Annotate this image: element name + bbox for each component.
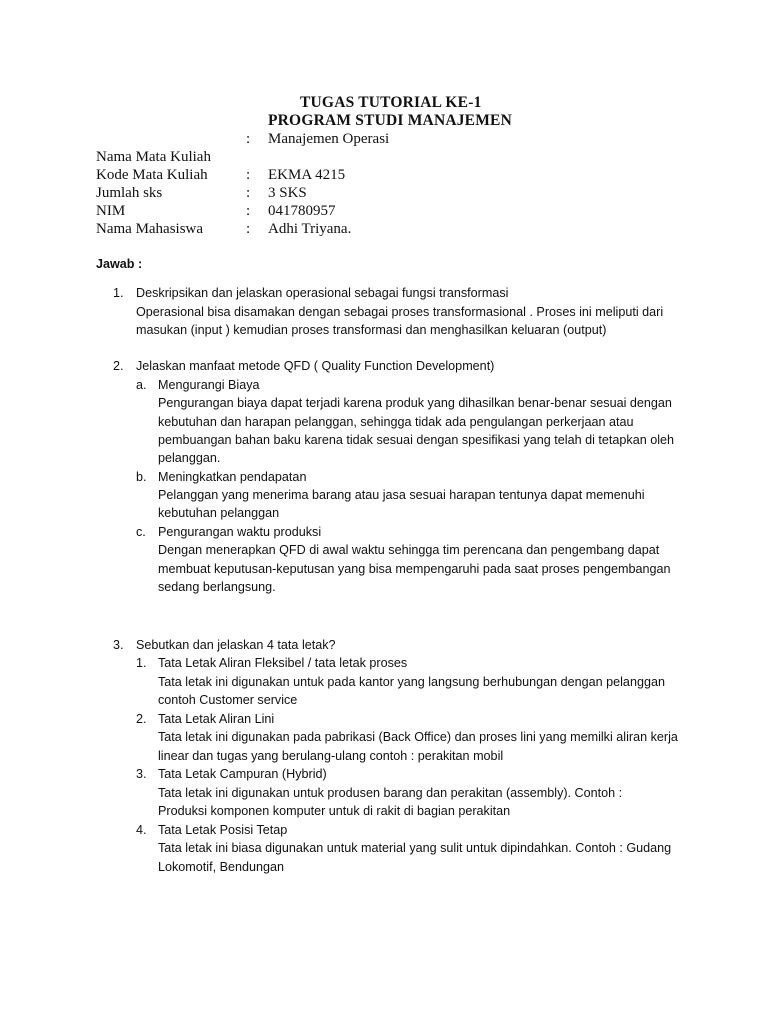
item-heading: Tata Letak Aliran Lini [158,712,275,726]
item-marker: a. [136,378,147,392]
info-label: NIM [96,203,126,219]
item-line: Tata letak ini digunakan untuk produsen barang dan perakitan (assembly). Contoh : [158,786,623,800]
info-separator: : [246,203,251,219]
info-label: Jumlah sks [96,185,163,201]
answer-heading: Jawab : [96,257,143,271]
info-value: Adhi Triyana. [268,221,352,237]
item-line: sedang berlangsung. [158,580,276,594]
item-line: linear dan tugas yang berulang-ulang contoh : perakitan mobil [158,749,504,763]
item-heading: Tata Letak Posisi Tetap [158,823,288,837]
item-line: Dengan menerapkan QFD di awal waktu sehingga tim perencana dan pengembang dapat [158,543,660,557]
info-separator: : [246,185,251,201]
info-value: 3 SKS [268,185,307,201]
item-line: Lokomotif, Bendungan [158,860,285,874]
info-label: Nama Mata Kuliah [96,149,211,165]
answer-line: masukan (input ) kemudian proses transformasi dan menghasilkan keluaran (output) [136,323,607,337]
item-marker: 2. [136,712,147,726]
item-heading: Tata Letak Campuran (Hybrid) [158,767,327,781]
info-label: Nama Mahasiswa [96,221,204,237]
item-marker: 1. [136,656,147,670]
item-heading: Mengurangi Biaya [158,378,260,392]
question-text: Deskripsikan dan jelaskan operasional sebagai fungsi transformasi [136,286,509,300]
question-number: 1. [113,286,124,300]
item-line: Tata letak ini digunakan pada pabrikasi (Back Office) dan proses lini yang memilki aliran kerja [158,730,678,744]
item-line: pembuangan bahan baku karena tidak sesuai dengan spesifikasi yang telah di tetapkan oleh [158,433,675,447]
item-line: membuat keputusan-keputusan yang bisa mempengaruhi pada saat proses pengembangan [158,562,671,576]
item-line: Produksi komponen komputer untuk di rakit di bagian perakitan [158,804,511,818]
item-heading: Pengurangan waktu produksi [158,525,322,539]
item-marker: b. [136,470,147,484]
info-value: 041780957 [268,203,336,219]
info-separator: : [246,131,251,147]
info-separator: : [246,167,251,183]
item-line: Tata letak ini biasa digunakan untuk material yang sulit untuk dipindahkan. Contoh : Gudang [158,841,672,855]
item-line: Pelanggan yang menerima barang atau jasa sesuai harapan tentunya dapat memenuhi [158,488,645,502]
item-heading: Meningkatkan pendapatan [158,470,307,484]
item-line: kebutuhan dan harapan pelanggan, sehingga tidak ada pengulangan perkerjaan atau [158,415,634,429]
info-label: Kode Mata Kuliah [96,167,208,183]
item-line: kebutuhan pelanggan [158,506,280,520]
question-number: 3. [113,638,124,652]
item-line: Pengurangan biaya dapat terjadi karena produk yang dihasilkan benar-benar sesuai dengan [158,396,672,410]
item-marker: 3. [136,767,147,781]
info-value: EKMA 4215 [268,167,346,183]
program-title: PROGRAM STUDI MANAJEMEN [268,112,512,129]
answer-line: Operasional bisa disamakan dengan sebagai proses transformasional . Proses ini meliputi dari [136,305,664,319]
item-marker: 4. [136,823,147,837]
document-title: TUGAS TUTORIAL KE-1 [300,94,482,111]
question-text: Jelaskan manfaat metode QFD ( Quality Function Development) [136,359,495,373]
info-value: Manajemen Operasi [268,131,390,147]
item-line: pelanggan. [158,451,221,465]
item-line: contoh Customer service [158,693,298,707]
info-separator: : [246,221,251,237]
question-number: 2. [113,359,124,373]
item-marker: c. [136,525,146,539]
item-heading: Tata Letak Aliran Fleksibel / tata letak proses [158,656,408,670]
item-line: Tata letak ini digunakan untuk pada kantor yang langsung berhubungan dengan pelanggan [158,675,665,689]
question-text: Sebutkan dan jelaskan 4 tata letak? [136,638,336,652]
